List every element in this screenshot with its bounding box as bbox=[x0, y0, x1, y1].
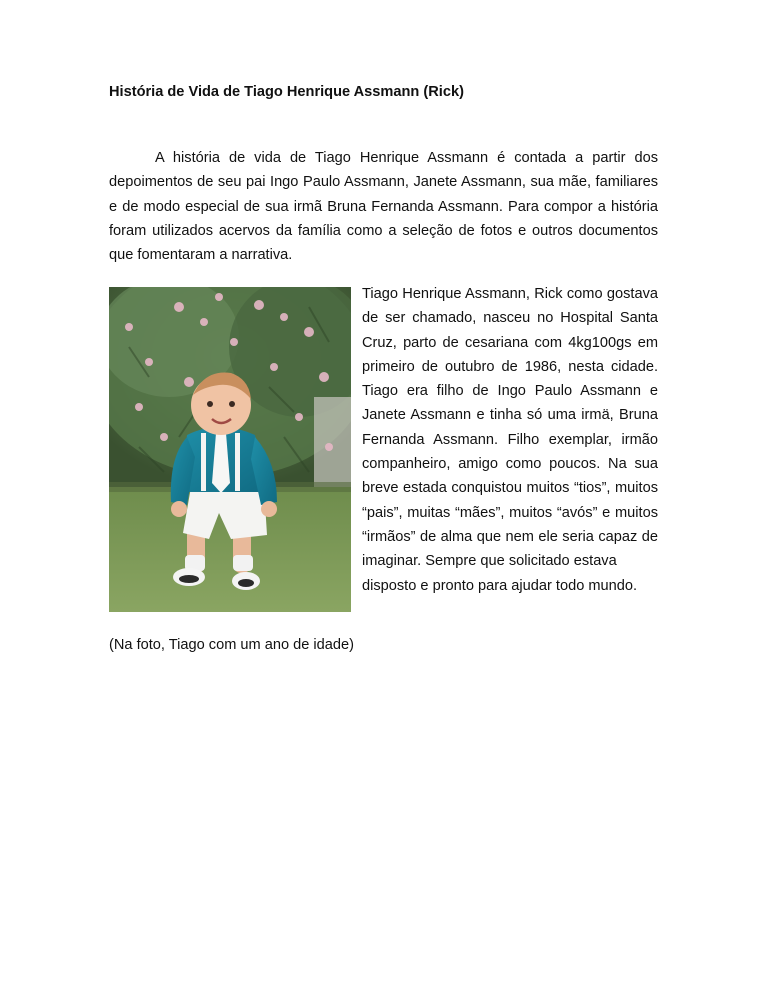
bio-paragraph-text: Tiago Henrique Assmann, Rick como gostava de ser chamado, nasceu no Hospital Santa Cruz, parto de cesariana com 4kg100gs em primeiro de outubro de 1986, nesta cidade. Tiago era filho de Ingo Paulo Assmann e Janete Assmann e tinha só uma irmä, Bruna Fernanda Assmann. Filho exemplar, irmão companheiro, amigo como poucos. Na sua breve estada conquistou muitos “tios”, muitos “pais”, muitas “mães”, muitos “avós” e muitos “irmãos” de alma que nem ele seria capaz de imaginar. Sempre que solicitado estava bbox=[362, 286, 658, 570]
child-photo bbox=[109, 287, 351, 612]
page-title: História de Vida de Tiago Henrique Assmann (Rick) bbox=[109, 84, 464, 100]
intro-paragraph bbox=[109, 146, 658, 267]
bio-paragraph bbox=[362, 282, 658, 598]
child-photo-illustration bbox=[109, 287, 351, 612]
photo-caption: (Na foto, Tiago com um ano de idade) bbox=[109, 637, 354, 653]
intro-paragraph-text: A história de vida de Tiago Henrique Assmann é contada a partir dos depoimentos de seu pai Ingo Paulo Assmann, Janete Assmann, sua mãe, familiares e de modo especial de sua irmã Bruna Fernanda Assmann. Para compor a história foram utilizados acervos da família como a seleção de fotos e outros documentos que fomentaram a narrativa. bbox=[109, 150, 658, 264]
bio-paragraph-last-line: disposto e pronto para ajudar todo mundo. bbox=[362, 577, 638, 594]
